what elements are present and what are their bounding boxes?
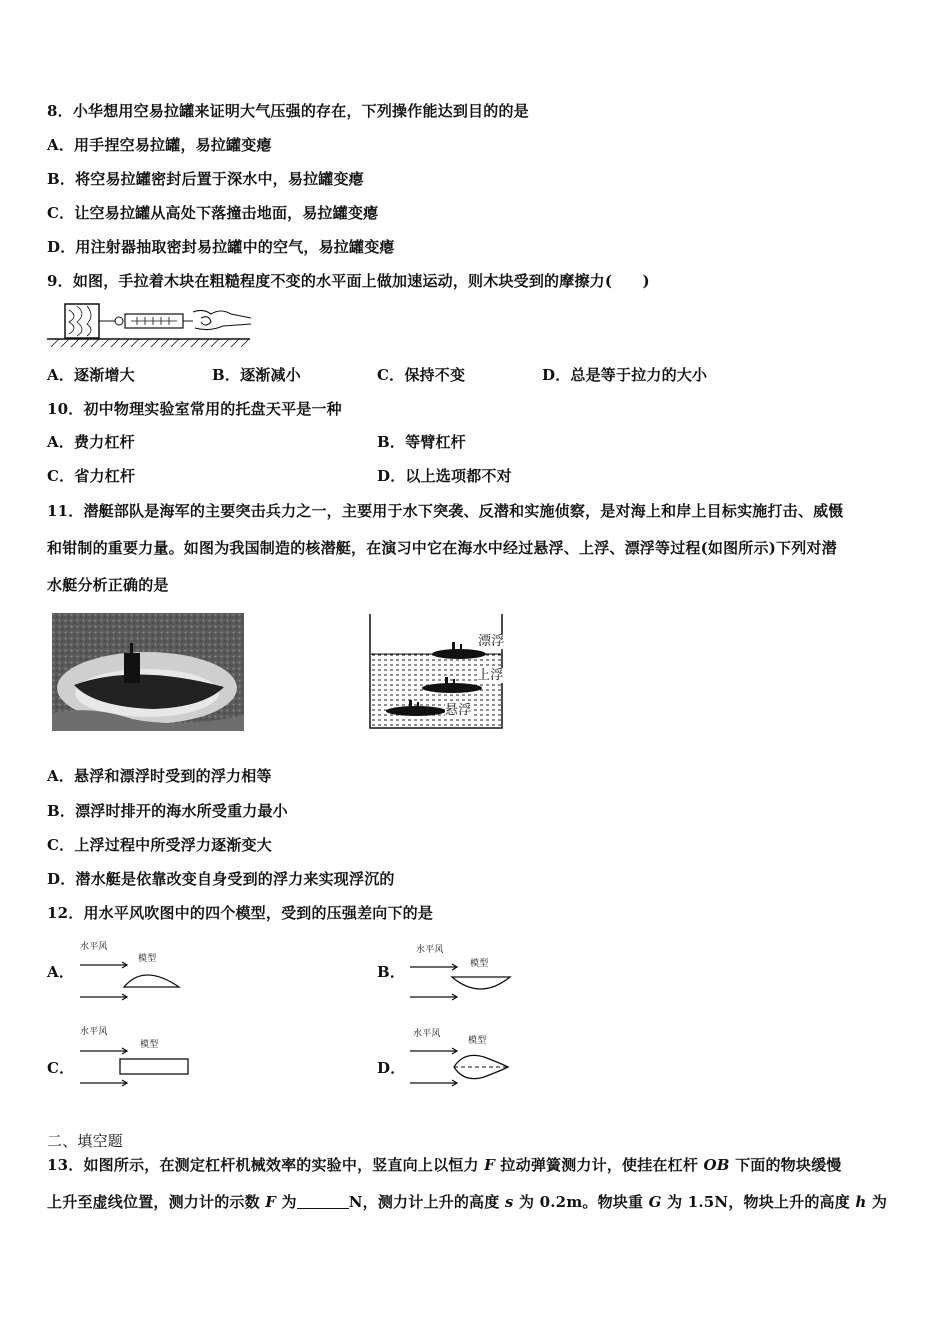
wind-label-d: 水平风 xyxy=(413,1029,441,1039)
q13-answer-blank[interactable] xyxy=(297,1194,349,1209)
q11-option-b: B．漂浮时排开的海水所受重力最小 xyxy=(47,802,288,820)
section-fill-blank-title: 二、填空题 xyxy=(47,1132,124,1150)
q10-option-b: B．等臂杠杆 xyxy=(377,433,466,451)
q10-option-a: A．费力杠杆 xyxy=(47,433,135,451)
q8-option-b: B．将空易拉罐密封后置于深水中，易拉罐变瘪 xyxy=(47,170,364,188)
q12-option-a: A． xyxy=(47,963,75,981)
q8-option-a: A．用手捏空易拉罐，易拉罐变瘪 xyxy=(47,136,272,154)
q13-line2: 上升至虚线位置，测力计的示数 F 为 N，测力计上升的高度 s 为 0.2m。物块重 G 为 1.5N，物块上升的高度 h 为 xyxy=(47,1193,888,1211)
model-d-figure xyxy=(408,1043,516,1087)
q9-option-a: A．逐渐增大 xyxy=(47,366,135,384)
q8-option-d: D．用注射器抽取密封易拉罐中的空气，易拉罐变瘪 xyxy=(47,238,395,256)
q9-block-pull-figure xyxy=(45,298,255,350)
q11-option-a: A．悬浮和漂浮时受到的浮力相等 xyxy=(47,767,272,785)
wind-label-a: 水平风 xyxy=(80,942,108,952)
q9-option-c: C．保持不变 xyxy=(377,366,466,384)
q12-option-b: B． xyxy=(377,963,406,981)
model-b-figure xyxy=(408,957,520,1005)
wind-label-b: 水平风 xyxy=(416,945,444,955)
q10-option-d: D．以上选项都不对 xyxy=(377,467,512,485)
q11-stem-line1: 11．潜艇部队是海军的主要突击兵力之一，主要用于水下突袭、反潜和实施侦察，是对海上和岸上目标实施打击、威慑 xyxy=(47,502,844,520)
model-label-c: 模型 xyxy=(140,1040,159,1050)
q9-option-d: D．总是等于拉力的大小 xyxy=(542,366,708,384)
q8-stem: 8．小华想用空易拉罐来证明大气压强的存在，下列操作能达到目的的是 xyxy=(47,102,529,120)
label-float: 漂浮 xyxy=(478,634,505,649)
model-c-figure xyxy=(78,1043,192,1087)
label-rise: 上浮 xyxy=(477,668,504,683)
q11-stem-line3: 水艇分析正确的是 xyxy=(47,576,169,594)
model-label-a: 模型 xyxy=(138,954,157,964)
label-suspend: 悬浮 xyxy=(445,703,472,718)
q13-line1: 13．如图所示，在测定杠杆机械效率的实验中，竖直向上以恒力 F 拉动弹簧测力计，使挂在杠杆 OB 下面的物块缓慢 xyxy=(47,1156,842,1174)
q10-stem: 10．初中物理实验室常用的托盘天平是一种 xyxy=(47,400,342,418)
q11-option-d: D．潜水艇是依靠改变自身受到的浮力来实现浮沉的 xyxy=(47,870,395,888)
model-label-d: 模型 xyxy=(468,1036,487,1046)
q9-stem: 9．如图，手拉着木块在粗糙程度不变的水平面上做加速运动，则木块受到的摩擦力( ) xyxy=(47,272,650,290)
q12-stem: 12．用水平风吹图中的四个模型，受到的压强差向下的是 xyxy=(47,904,434,922)
model-a-figure xyxy=(78,955,188,1005)
submarine-photo xyxy=(52,613,244,731)
q12-option-c: C． xyxy=(47,1059,75,1077)
wind-label-c: 水平风 xyxy=(80,1027,108,1037)
q9-option-b: B．逐渐减小 xyxy=(212,366,301,384)
q8-option-c: C．让空易拉罐从高处下落撞击地面，易拉罐变瘪 xyxy=(47,204,379,222)
q11-option-c: C．上浮过程中所受浮力逐渐变大 xyxy=(47,836,272,854)
model-label-b: 模型 xyxy=(470,959,489,969)
q11-stem-line2: 和钳制的重要力量。如图为我国制造的核潜艇，在演习中它在海水中经过悬浮、上浮、漂浮等过程(如图所示)下列对潜 xyxy=(47,539,837,557)
q12-option-d: D． xyxy=(377,1059,406,1077)
q10-option-c: C．省力杠杆 xyxy=(47,467,136,485)
